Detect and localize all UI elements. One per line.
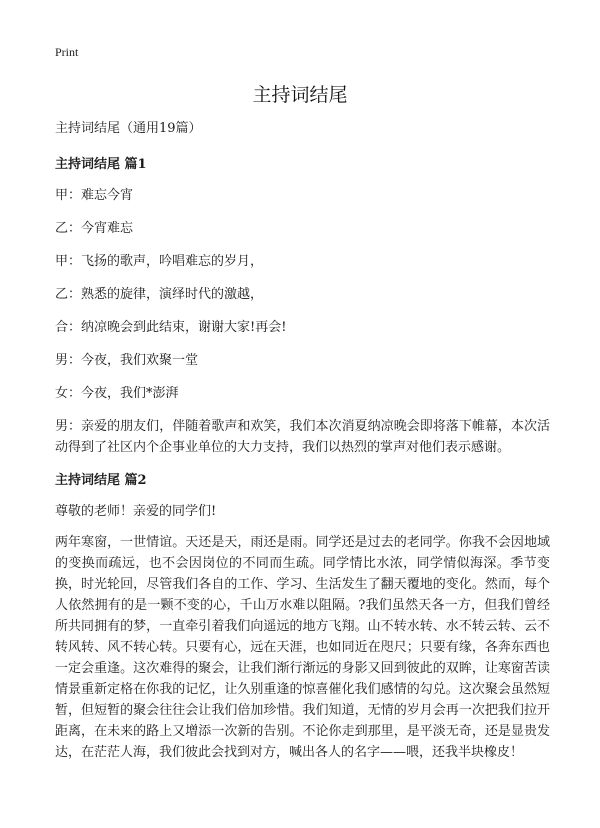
section-greeting: 尊敬的老师！亲爱的同学们! (55, 504, 217, 519)
dialogue-line: 甲：飞扬的歌声，吟唱难忘的岁月， (55, 254, 264, 269)
page-title: 主持词结尾 (252, 84, 348, 106)
dialogue-line: 甲：难忘今宵 (55, 188, 134, 203)
dialogue-line: 乙：今宵难忘 (55, 221, 134, 236)
dialogue-line: 女：今夜，我们*澎湃 (55, 386, 179, 401)
document-subtitle: 主持词结尾（通用19篇） (55, 121, 202, 136)
section-heading: 主持词结尾 篇2 (55, 473, 147, 488)
document-body (55, 118, 550, 775)
dialogue-line: 男：今夜，我们欢聚一堂 (55, 353, 199, 368)
section-paragraph: 男：亲爱的朋友们，伴随着歌声和欢笑，我们本次消夏纳凉晚会即将落下帷幕，本次活动得到了社区内个企事业单位的大力支持，我们以热烈的掌声对他们表示感谢。 (55, 419, 550, 455)
section-paragraph: 两年寒窗，一世情谊。天还是天，雨还是雨。同学还是过去的老同学。你我不会因地域的变换而疏远，也不会因岗位的不同而生疏。同学情比水浓，同学情似海深。季节变换，时光轮回，尽管我们各自的工作、学习、生活发生了翻天覆地的变化。然而，每个人依然拥有的是一颗不变的心，千山万水难以阻隔。?我们虽然天各一方，但我们曾经所共同拥有的梦，一直牵引着我们向遥远的地方飞翔。山不转水转、水不转云转、云不转风转、风不转心转。只要有心，远在天涯，也如同近在咫尺；只要有缘，各奔东西也一定会重逢。这次难得的聚会，让我们渐行渐远的身影又回到彼此的双眸，让寒窗苦读情景重新定格在你我的记忆，让久别重逢的惊喜催化我们感情的勾兑。这次聚会虽然短暂，但短暂的聚会往往会让我们倍加珍惜。我们知道，无情的岁月会再一次把我们拉开距离，在未来的路上又增添一次新的告别。不论你走到那里，是平淡无奇，还是显贵发达，在茫茫人海，我们彼此会找到对方，喊出各人的名字——喂，还我半块橡皮！ (55, 535, 550, 760)
section-1 (55, 154, 550, 458)
section-heading: 主持词结尾 篇1 (55, 157, 147, 172)
section-2 (55, 470, 550, 763)
dialogue-line: 合：纳凉晚会到此结束，谢谢大家!再会! (55, 320, 287, 335)
dialogue-line: 乙：熟悉的旋律，演绎时代的激越， (55, 287, 264, 302)
print-link[interactable]: Print (55, 45, 79, 59)
